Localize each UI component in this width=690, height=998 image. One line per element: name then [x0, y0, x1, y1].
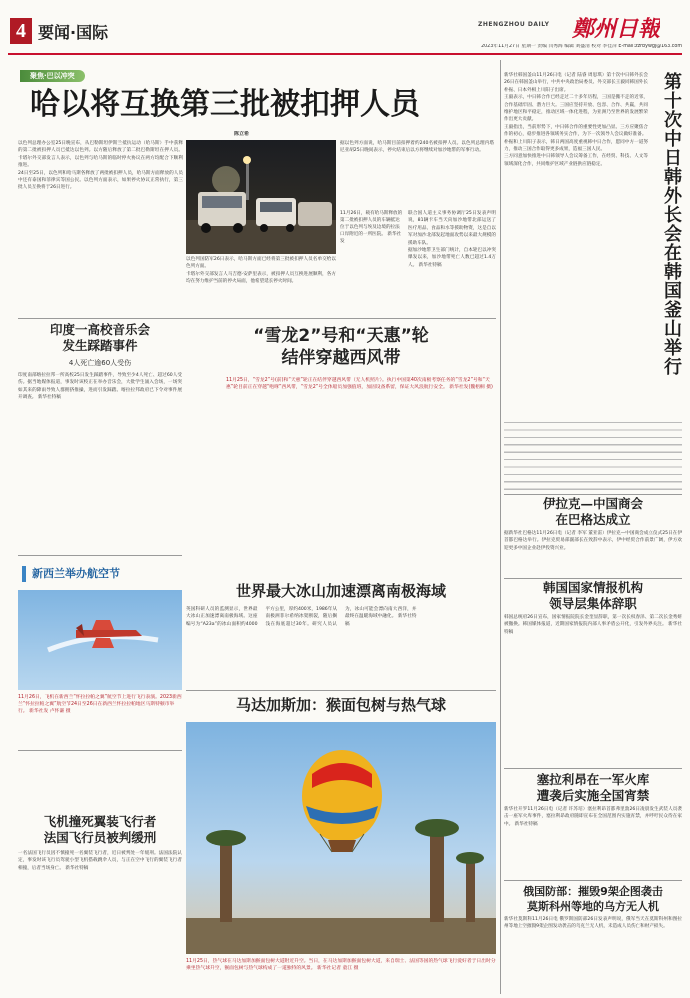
iraq-headline-line: 伊拉克—中国商会: [542, 496, 643, 511]
xuelong-caption: 11月25日，“雪龙2”号(前)和“天惠”轮正在结伴穿越西风带（无人机照片）。执行中国第40次南极考察任务的“雪龙2”号和“天惠”轮目前正在穿越“咆哮”西风带，“雪龙2”号全体船员加强值班，加固设备系留，保证大风浪航行安全。 新华社发(魏梧桐 摄): [226, 378, 493, 391]
plane-illustration: [18, 590, 182, 690]
airshow-caption: 11月26日，飞机在新西兰“怀拉拉帕之翼”航空节上进行飞行表演。2023新西兰“怀拉拉帕之翼”航空节24日至26日在新西兰怀拉拉帕地区马斯特顿市举行。 新华社发 卢怀谦 摄: [18, 695, 182, 715]
cjk-paragraph: 王毅表示，中日韩合作已经走过二十多年历程，三国是搬不走的近邻，合作基础牢固、潜力巨大。三国应坚持开放、包容、合作、共赢，共同维护地区和平稳定，推动区域一体化进程，为亚洲乃至世界的发展繁荣作出更大贡献。: [504, 95, 648, 123]
iceberg-divider: [186, 690, 496, 691]
wingwalker-headline: [18, 814, 182, 846]
right-col-divider: [500, 60, 501, 994]
iceberg-paragraph: 英国科研人员的监测显示，世界最大冰山正加速漂离南极海域。这座编号为“A23a”的冰山面积约4000平方公里，厚约400米，1986年从南极洲菲尔希纳冰架断裂，随后搁浅在海底超过30年。研究人员认为，冰山可能会漂向南大西洋，并最终在温暖海域中融化。 新华社特稿: [186, 607, 417, 627]
iraq-headline-line: 在巴格达成立: [555, 512, 631, 527]
iraq-body: [504, 530, 682, 574]
cjk-paragraph: 三方同意加快推进中日韩领导人会议筹备工作，在经贸、科技、人文等领域深化合作，共同维护区域产业链供应链稳定。: [504, 154, 648, 167]
focus-tag-label: 聚焦·巴以冲突: [30, 72, 75, 80]
madagascar-headline: 马达加斯加：猴面包树与热气球: [235, 696, 446, 714]
russia-headline-line: 莫斯科州等地的乌方无人机: [527, 900, 659, 913]
music-body: [18, 372, 182, 550]
paper-logo: 鄭州日報: [572, 16, 661, 42]
hamas-paragraph: 据以色列方面说，哈马斯目前扣押着约240名被扣押人员。以色列总理内塔尼亚胡25日晚间表示，停火结束后以方将继续对加沙地带的军事行动。: [340, 141, 494, 154]
cjk-paragraph: 新华社韩国釜山11月26日电（记者 陆睿 周思琪）第十次中日韩外长会26日在韩国釜山举行，中共中央政治局委员、外交部长王毅同韩国外长朴振、日本外相上川阳子出席。: [504, 73, 648, 93]
curfew-headline-line: 塞拉利昂在一军火库: [536, 772, 650, 787]
wingwalker-headline-line: 法国飞行员被判缓刑: [43, 830, 157, 845]
music-subhead: 4人死亡逾60人受伤: [68, 359, 132, 367]
airshow-tag: [22, 566, 182, 582]
curfew-headline-line: 遭袭后实施全国宵禁: [536, 788, 650, 803]
iceberg-headline: 世界最大冰山加速漂离南极海域: [235, 582, 446, 600]
curfew-body: [504, 806, 682, 878]
wingwalker-body: [18, 850, 182, 992]
focus-tag: [20, 70, 85, 82]
music-divider: [18, 555, 182, 556]
hamas-photo: [186, 140, 336, 254]
paper-name-en: ZHENGZHOU DAILY: [478, 21, 550, 28]
airshow-photo: [18, 590, 182, 690]
hamas-headline: 哈以将互换第三批被扣押人员: [30, 87, 420, 122]
hamas-photo-caption: 11月26日，载有哈马斯释放的第二批被扣押人员的车辆抵达位于以色列与埃及边境的拉法口岸附近的一所医院。 新华社发: [340, 211, 403, 244]
cjk-body-continued: [504, 420, 682, 490]
hamas-paragraph: 24日至25日，以色列和哈马斯各释放了两批被扣押人员，哈马斯方面释放的人员中还有泰国和菲律宾等国公民。以色列方面表示，如果停火协议正常执行，第三批人员互换将于26日进行。: [18, 170, 183, 191]
cjk-vertical-title: 第十次中日韩外长会在韩国釜山举行: [661, 72, 682, 376]
nis-divider: [504, 768, 682, 769]
music-headline: [18, 322, 182, 354]
hamas-divider: [18, 318, 496, 319]
wingwalker-headline-line: 飞机撞死翼装飞行者: [43, 814, 157, 829]
airshow-divider: [18, 750, 182, 751]
hamas-body-col3: [340, 140, 494, 208]
music-headline-line: 发生踩踏事件: [62, 338, 138, 353]
russia-headline-line: 俄国防部：摧毁9架企图袭击: [523, 885, 663, 898]
hamas-paragraph: 据加沙地带卫生部门统计，自本轮巴以冲突爆发以来，加沙地带死亡人数已超过1.4万人。 新华社特稿: [408, 248, 496, 268]
hamas-body-col3b: [408, 210, 496, 312]
madagascar-photo: [186, 722, 496, 954]
hamas-paragraph: 卡塔尔外交部发言人马吉德·安萨里表示，被扣押人员互换进展顺利，各方均在努力维护当前的停火局面，他希望延长停火时间。: [186, 271, 336, 285]
nis-headline-line: 领导层集体辞职: [549, 596, 637, 611]
hamas-body-col1: [18, 140, 183, 310]
curfew-headline: [504, 772, 682, 804]
xuelong-headline: [186, 325, 496, 369]
hamas-byline: 陈立希: [234, 131, 250, 137]
nis-paragraph: 韩国总统府26日宣布，国家情报院院长金奎显辞职，第一次长权春泽、第二次长金秀妍被撤换。韩国媒体报道，近期国家情报院内部人事矛盾公开化，引发外界关注。 新华社特稿: [504, 615, 682, 635]
wingwalker-paragraph: 一名法国飞行员因不慎撞死一名翼装飞行者，近日被判处一年缓刑。法国法院认定，事发时该飞行员驾驶小型飞机搭载跳伞人员，与正在空中飞行的翼装飞行者相撞，后者当场身亡。 新华社特稿: [18, 851, 182, 871]
hamas-paragraph: 以色列总理办公室25日晚宣布，从巴勒斯坦伊斯兰抵抗运动（哈马斯）手中获释的第二批被扣押人员已抵达以色列。以方随后释放了第二批巴勒斯坦在押人员。卡塔尔外交部发言人表示，以色列与哈马斯的临时停火协议在两方均配合下顺利推进。: [18, 141, 183, 169]
nis-headline: [504, 580, 682, 612]
page-number-badge: 4: [10, 18, 32, 44]
madagascar-caption: 11月25日，热气球在马达加斯加猴面包树大道附近升空。当日，在马达加斯加猴面包树大道，来自瑞士、法国等国的热气球飞行爱好者于日出时分乘坐热气球升空，猴面包树与热气球构成了一道独特的风景。 新华社记者 童江 摄: [186, 959, 496, 972]
masthead-rule: [8, 53, 682, 55]
iraq-headline: [504, 496, 682, 528]
nis-body: [504, 614, 682, 764]
russia-headline: [504, 884, 682, 914]
balloon-illustration: [186, 722, 496, 954]
cjk-paragraph: 王毅指出，当前形势下，中日韩合作的重要性更加凸显。三方应聚焦合作的初心，稳步推进各领域务实合作，为下一次领导人会议做好准备。: [504, 124, 648, 138]
airshow-tag-label: 新西兰举办航空节: [32, 567, 120, 580]
issue-info-line: 2023年11月27日 星期一 责编 闫秀海 编辑 刘盛清 校对 李佳萍 E-mail:zzrbywgj@163.com: [481, 44, 682, 49]
cjk-divider: [504, 494, 682, 495]
xuelong-headline-line: “雪龙2”号和“天惠”轮: [253, 326, 429, 346]
xuelong-headline-line: 结伴穿越西风带: [281, 348, 401, 368]
hamas-paragraph: 联合国人道主义事务协调厅25日发表声明说，81辆卡车当天向加沙地带北部运送了医疗用品、食品和水等援助物资，这是自以军对加沙北部发起地面攻势以来最大规模的援助车队。: [408, 211, 496, 246]
hamas-body-col2: [186, 256, 336, 312]
russia-paragraph: 新华社莫斯科11月26日电 俄罗斯国防部26日发表声明说，俄军当天在莫斯科州和图拉州等地上空摧毁9架企图发动袭击的乌克兰无人机，未造成人员伤亡和财产损失。: [504, 917, 682, 930]
russia-body: [504, 916, 682, 994]
convoy-illustration: [186, 140, 336, 254]
nis-headline-line: 韩国国家情报机构: [542, 580, 643, 595]
iraq-paragraph: 据新华社巴格达11月26日电（记者 李军 董亚雷）伊拉克—中国商会成立仪式25日在伊首都巴格达举行。伊拉克贸易部副部长在致辞中表示，伊中经贸合作前景广阔，伊方欢迎更多中国企业赴伊投资兴业。: [504, 531, 682, 551]
music-paragraph: 印度南部喀拉拉邦一所高校25日发生踩踏事件，导致至少4人死亡、超过60人受伤。据当地媒体报道，事发时该校正在举办音乐会，大批学生涌入会场，一场突如其来的降雨导致人群拥挤推搡，进而引发踩踏。喀拉拉邦政府已下令对事件展开调查。 新华社特稿: [18, 373, 182, 401]
cjk-paragraph: 朴振和上川阳子表示，韩日两国高度重视韩中日合作，愿同中方一道努力，推动三国合作取得更多成果，造福三国人民。: [504, 139, 648, 153]
curfew-divider: [504, 880, 682, 881]
section-name: 要闻·国际: [38, 23, 109, 42]
music-headline-line: 印度一高校音乐会: [49, 322, 150, 337]
iceberg-body: [186, 606, 496, 686]
iraq-divider: [504, 578, 682, 579]
hamas-paragraph: 以色列国防军26日表示，哈马斯方面已经将第三批被扣押人员名单交给以色列方面。: [186, 257, 336, 270]
curfew-paragraph: 新华社开罗11月26日电（记者 许苏培）塞拉利昂首都弗里敦26日凌晨发生武装人员袭击一座军火库事件，塞拉利昂政府随即宣布在全国范围内实施宵禁，并呼吁民众待在家中。 新华社特稿: [504, 807, 682, 827]
